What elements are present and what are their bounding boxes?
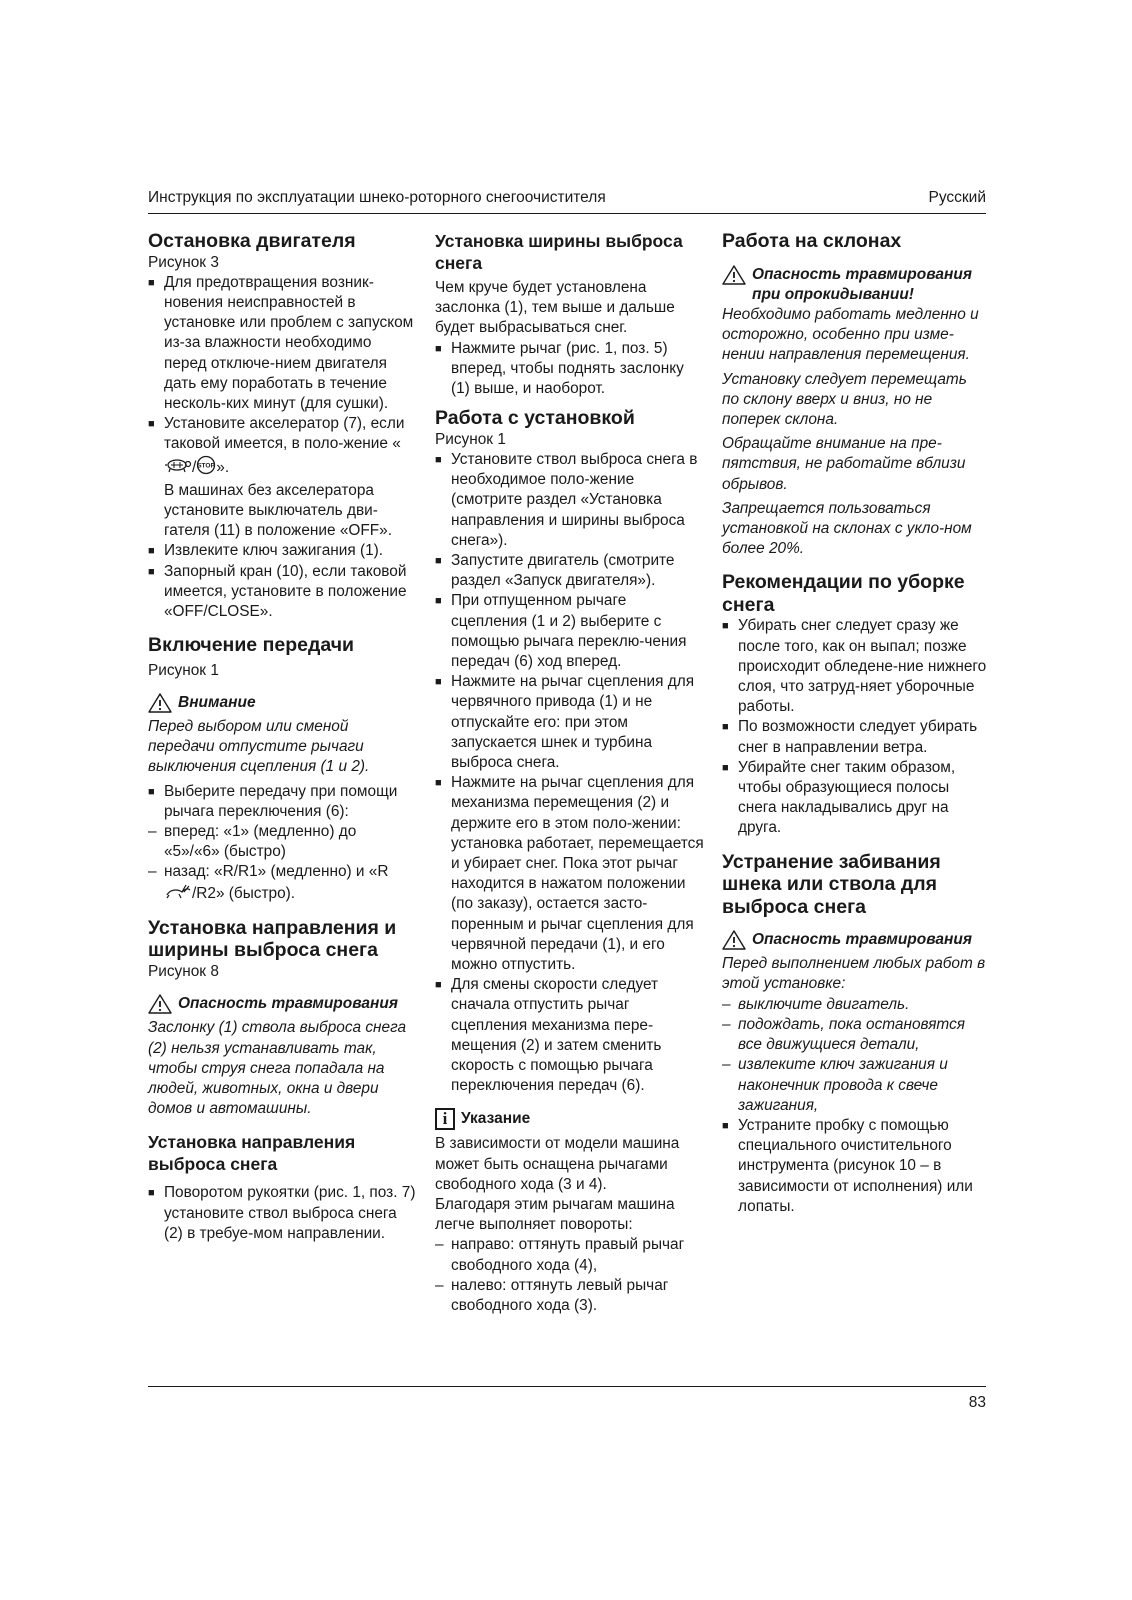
warning-title: Опасность травмирования (752, 931, 972, 949)
list-item: ■ Устраните пробку с помощью специального очистительного инструмента (рисунок 10 – в зависимости от исполнения) или лопаты. (722, 1116, 988, 1217)
turtle-icon (164, 457, 192, 479)
figure-ref: Рисунок 3 (148, 253, 219, 271)
column-2 (435, 230, 705, 1316)
list-item: – выключите двигатель. (722, 995, 988, 1015)
note-box (435, 1108, 705, 1130)
note-title: Указание (461, 1110, 531, 1128)
warning-triangle-icon (148, 693, 172, 713)
column-3 (722, 230, 988, 1217)
bullet-list (435, 339, 705, 400)
language-label: Русский (928, 189, 986, 206)
list-item: ■ Поворотом рукоятки (рис. 1, поз. 7) установите ствол выброса снега (2) в требуе-мом направлении. (148, 1183, 416, 1244)
list-item: ■ При отпущенном рычаге сцепления (1 и 2) выберите с помощью рычага переклю-чения передач (6) ход вперед. (435, 591, 705, 672)
bullet-list (722, 1116, 988, 1217)
paragraph: Чем круче будет установлена заслонка (1), тем выше и дальше будет выбрасываться снег. (435, 279, 675, 337)
svg-text:STOP: STOP (197, 462, 216, 470)
bullet-list (148, 273, 416, 622)
list-item: ■ Установите ствол выброса снега в необходимое поло-жение (смотрите раздел «Установка направления и ширины выброса снега»). (435, 450, 705, 551)
note-text: Благодаря этим рычагам машина легче выполняет повороты: (435, 1196, 675, 1234)
footer-divider (148, 1386, 986, 1387)
warning-box (148, 994, 416, 1014)
info-icon: i (435, 1108, 455, 1130)
document-title: Инструкция по эксплуатации шнеко-роторного снегоочистителя (148, 189, 606, 206)
list-item: ■ Установите акселератор (7), если таковой имеется, в поло-жение «/ STOP ». В машинах без акселератора установите выключатель дви-гателя (11) в положение «OFF». (148, 414, 416, 541)
section-title-operation: Работа с установкой (435, 407, 635, 430)
figure-ref: Рисунок 1 (435, 430, 506, 448)
warning-text: Перед выбором или сменой передачи отпустите рычаги выключения сцепления (1 и 2). (148, 718, 370, 776)
list-item: – направо: оттянуть правый рычаг свободного хода (4), (435, 1235, 705, 1275)
column-1 (148, 230, 416, 1244)
warning-text: Заслонку (1) ствола выброса снега (2) нельзя устанавливать так, чтобы струя снега попадала на людей, животных, окна и двери домов и автомашины. (148, 1019, 407, 1118)
warning-text: Необходимо работать медленно и осторожно, особенно при изме-нении направления перемещения. (722, 305, 979, 364)
dash-list (435, 1235, 705, 1316)
warning-triangle-icon (722, 265, 746, 285)
section-title-direction-width: Установка направления и ширины выброса снега (148, 916, 397, 962)
warning-title: Опасность травмирования при опрокидывании! (752, 265, 972, 303)
section-title-slopes: Работа на склонах (722, 230, 902, 252)
warning-box (148, 693, 416, 713)
section-title-direction: Установка направления выброса снега (148, 1132, 356, 1175)
bullet-list (435, 450, 705, 1097)
list-item: ■ Запорный кран (10), если таковой имеется, установите в положение «OFF/CLOSE». (148, 562, 416, 623)
section-title-snow-tips: Рекомендации по уборке снега (722, 571, 965, 616)
page-header (148, 189, 986, 214)
warning-triangle-icon (722, 930, 746, 950)
warning-title: Внимание (178, 693, 256, 711)
hare-icon (164, 883, 192, 905)
dash-list (148, 822, 416, 905)
list-item: ■ Запустите двигатель (смотрите раздел «Запуск двигателя»). (435, 551, 705, 591)
warning-box (722, 265, 988, 305)
warning-box (722, 930, 988, 950)
note-text: В зависимости от модели машина может быть оснащена рычагами свободного хода (3 и 4). (435, 1135, 680, 1193)
list-item: ■ Выберите передачу при помощи рычага переключения (6): (148, 782, 416, 822)
list-item: ■ Нажмите на рычаг сцепления для червячного привода (1) и не отпускайте его: при этом запускается шнек и турбина выброса снега. (435, 672, 705, 773)
list-item: ■ Для смены скорости следует сначала отпустить рычаг сцепления механизма пере-мещения (2) и затем сменить скорость с помощью рычага переключения передач (6). (435, 975, 705, 1096)
section-title-gear: Включение передачи (148, 634, 354, 657)
warning-text: Перед выполнением любых работ в этой установке: (722, 955, 986, 993)
figure-ref: Рисунок 8 (148, 962, 219, 980)
warning-text: Запрещается пользоваться установкой на склонах с укло-ном более 20%. (722, 499, 972, 558)
section-title-engine-stop: Остановка двигателя (148, 230, 356, 252)
list-item: ■ Убирать снег следует сразу же после того, как он выпал; позже происходит обледене-ние нижнего слоя, что затруд-няет уборочные работы. (722, 616, 988, 717)
stop-icon (196, 455, 216, 481)
dash-list (722, 995, 988, 1116)
warning-text: Обращайте внимание на пре-пятствия, не работайте вблизи обрывов. (722, 435, 966, 493)
list-item: ■ Для предотвращения возник-новения неисправностей в установке или проблем с запуском из-за влажности необходимо перед отключе-нием двигателя дать ему поработать в течение несколь-ких минут (для сушки). (148, 273, 416, 414)
warning-triangle-icon (148, 994, 172, 1014)
bullet-list (722, 616, 988, 838)
bullet-list (148, 1183, 416, 1244)
figure-ref: Рисунок 1 (148, 661, 219, 679)
list-item: – подождать, пока остановятся все движущиеся детали, (722, 1015, 988, 1055)
list-item: – налево: оттянуть левый рычаг свободного хода (3). (435, 1276, 705, 1316)
list-item: – вперед: «1» (медленно) до «5»/«6» (быстро) (148, 822, 416, 862)
section-title-width: Установка ширины выброса снега (435, 231, 683, 273)
list-item: ■ По возможности следует убирать снег в направлении ветра. (722, 717, 988, 757)
bullet-list (148, 782, 416, 822)
warning-title: Опасность травмирования (178, 995, 398, 1013)
section-title-clogging: Устранение забивания шнека или ствола для выброса снега (722, 850, 941, 918)
list-item: ■ Нажмите на рычаг сцепления для механизма перемещения (2) и держите его в этом поло-жении: установка работает, перемещается и убирает снег. Пока этот рычаг находится в нажатом положении (по заказу), остается засто-поренным и рычаг сцепления для червячной передачи (1), и его можно отпустить. (435, 773, 705, 975)
list-item: ■ Нажмите рычаг (рис. 1, поз. 5) вперед, чтобы поднять заслонку (1) выше, и наоборот. (435, 339, 705, 400)
list-item: ■ Убирайте снег таким образом, чтобы образующиеся полосы снега накладывались друг на друга. (722, 758, 988, 839)
warning-text: Установку следует перемещать по склону вверх и вниз, но не поперек склона. (722, 370, 967, 428)
list-item: ■ Извлеките ключ зажигания (1). (148, 541, 416, 561)
list-item: – назад: «R/R1» (медленно) и «R /R2» (быстро). (148, 862, 416, 904)
list-item: – извлеките ключ зажигания и наконечник провода к свече зажигания, (722, 1055, 988, 1116)
page-number: 83 (968, 1394, 986, 1411)
